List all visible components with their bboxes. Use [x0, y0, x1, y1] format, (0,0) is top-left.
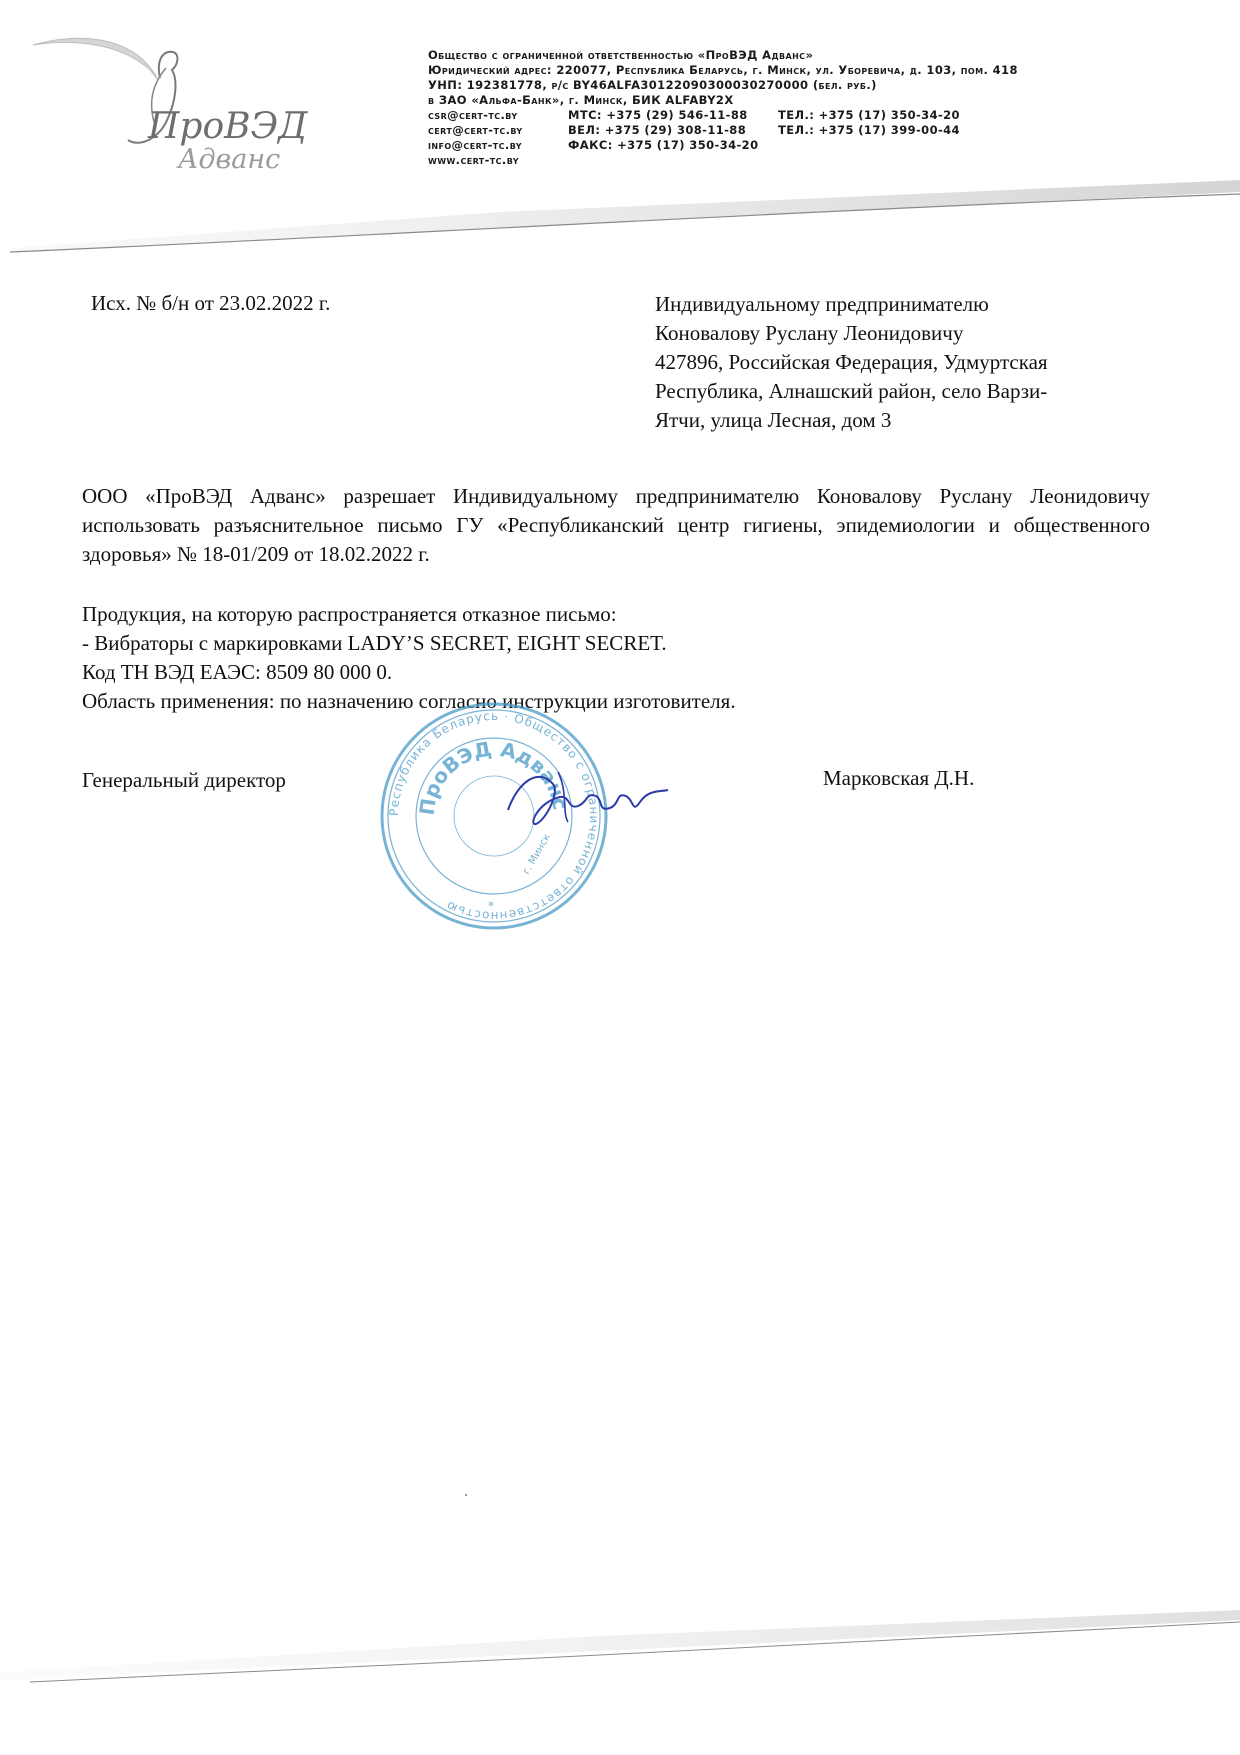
stamp-city: г. Минск: [521, 832, 554, 877]
product-info: [82, 600, 1082, 716]
logo-main-text: ПроВЭД: [148, 106, 308, 147]
phone-fax: ФАКС: +375 (17) 350-34-20: [568, 138, 759, 152]
stamp-outer-text: Республика Беларусь · Общество с ограниченной ответственностью: [386, 708, 602, 924]
phone-vel: ВЕЛ: +375 (29) 308-11-88: [568, 123, 747, 137]
tel-2: ТЕЛ.: +375 (17) 399-00-44: [778, 123, 960, 137]
handwritten-signature: [498, 762, 673, 832]
letterhead-bank-name: в ЗАО «Альфа-Банк», г. Минск, БИК ALFABY2X: [428, 93, 734, 107]
addressee-line: Индивидуальному предпринимателю: [655, 292, 989, 316]
letterhead-company-name: Общество с ограниченной ответственностью «ПроВЭД Адванс»: [428, 48, 814, 62]
outgoing-reference: Исх. № б/н от 23.02.2022 г.: [91, 291, 331, 315]
letterhead-bank-account: УНП: 192381778, р/с BY46ALFA30122090300030270000 (бел. руб.): [428, 78, 877, 92]
logo-sub-text: Адванс: [178, 144, 281, 170]
main-paragraph: ООО «ПроВЭД Адванс» разрешает Индивидуальному предпринимателю Коновалову Руслану Леонидовичу использовать разъяснительное письмо ГУ «Республиканский центр гигиены, эпидемиологии и общественного здоровья» № 18-01/209 от 18.02.2022 г.: [82, 484, 1150, 566]
addressee-block: [655, 290, 1135, 435]
svg-text:*: *: [488, 899, 494, 913]
email-info: info@cert-tc.by: [428, 138, 522, 152]
addressee-line: Республика, Алнашский район, село Варзи-: [655, 379, 1048, 403]
scan-artifact: [465, 1494, 467, 1496]
header-divider: [0, 170, 1240, 260]
product-line: Область применения: по назначению согласно инструкции изготовителя.: [82, 689, 736, 713]
product-line: Продукция, на которую распространяется отказное письмо:: [82, 602, 617, 626]
tel-1: ТЕЛ.: +375 (17) 350-34-20: [778, 108, 960, 122]
footer-divider: [0, 1600, 1240, 1690]
product-line: Код ТН ВЭД ЕАЭС: 8509 80 000 0.: [82, 660, 393, 684]
email-csr: csr@cert-tc.by: [428, 108, 518, 122]
addressee-line: 427896, Российская Федерация, Удмуртская: [655, 350, 1048, 374]
letterhead-contacts: [428, 108, 1148, 168]
letterhead-info: [428, 48, 1148, 168]
phone-mts: МТС: +375 (29) 546-11-88: [568, 108, 748, 122]
addressee-line: Ятчи, улица Лесная, дом 3: [655, 408, 892, 432]
letterhead-legal-address: Юридический адрес: 220077, Республика Беларусь, г. Минск, ул. Уборевича, д. 103, пом. 418: [428, 63, 1018, 77]
signatory-title: Генеральный директор: [82, 768, 286, 792]
product-line: - Вибраторы с маркировками LADY’S SECRET, EIGHT SECRET.: [82, 631, 667, 655]
signatory-name: Марковская Д.Н.: [823, 766, 975, 790]
addressee-line: Коновалову Руслану Леонидовичу: [655, 321, 964, 345]
company-logo: [28, 20, 358, 170]
stamp-center-text: ПроВЭД Адванс: [414, 736, 573, 817]
website: www.cert-tc.by: [428, 153, 519, 167]
email-cert: cert@cert-tc.by: [428, 123, 523, 137]
